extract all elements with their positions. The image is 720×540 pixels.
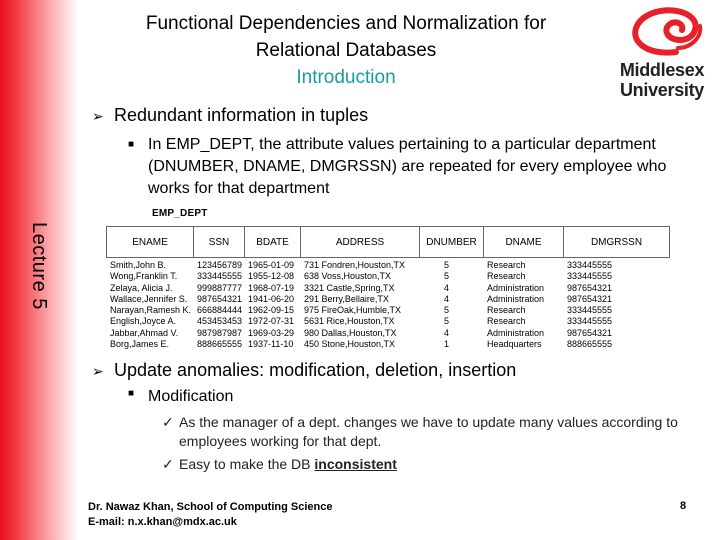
- table-cell: Zelaya, Alicia J.: [110, 282, 173, 293]
- table-cell: 1962-09-15: [248, 305, 295, 316]
- table-cell: 453453453: [197, 316, 243, 327]
- column-header: ENAME: [106, 226, 193, 258]
- lecture-label: [16, 222, 50, 322]
- footer-email: E-mail: n.x.khan@mdx.ac.uk: [88, 516, 237, 528]
- bullet-update-anomalies: [92, 360, 516, 381]
- square-bullet-icon: ■: [128, 388, 135, 399]
- inconsistent-emphasis: inconsistent: [314, 456, 397, 472]
- table-cell: Wong,Franklin T.: [110, 271, 178, 282]
- table-cell: 1955-12-08: [248, 271, 295, 282]
- check-item-prefix: Easy to make the DB: [179, 456, 315, 472]
- sub-bullet-text: In EMP_DEPT, the attribute values pertaining to a particular department (DNUMBER, DNAME, DMGRSSN) are repeated for every employee who works for that department: [148, 136, 667, 197]
- table-cell: 123456789: [197, 260, 243, 270]
- table-row: [106, 294, 670, 305]
- arrow-bullet-icon: ➢: [92, 108, 104, 124]
- column-header: BDATE: [244, 226, 300, 258]
- bullet-redundant-info: [92, 105, 368, 126]
- table-cell: Administration: [487, 282, 545, 293]
- table-row: [106, 258, 670, 271]
- check-item-text: [162, 455, 682, 474]
- table-cell: English,Joyce A.: [110, 316, 177, 327]
- column-header: SSN: [193, 226, 244, 258]
- logo-swirl-icon: [616, 4, 708, 60]
- table-cell: 450 Stone,Houston,TX: [304, 339, 396, 350]
- table-cell: 980 Dallas,Houston,TX: [304, 327, 397, 338]
- table-cell: 5: [444, 316, 450, 327]
- table-cell: Research: [487, 305, 526, 316]
- bullet-text: Update anomalies: modification, deletion, insertion: [114, 360, 517, 380]
- checkmark-icon: ✓: [162, 414, 174, 430]
- sub-bullet-text: Modification: [148, 388, 234, 405]
- table-cell: 333445555: [567, 271, 613, 282]
- table-cell: Headquarters: [487, 339, 542, 350]
- table-row: [106, 271, 670, 282]
- title-line-2: Relational Databases: [255, 40, 437, 61]
- table-cell: 5631 Rice,Houston,TX: [304, 316, 395, 327]
- table-cell: 5: [444, 305, 450, 316]
- table-cell: 888665555: [567, 339, 613, 350]
- table-cell: 291 Berry,Bellaire,TX: [304, 293, 389, 304]
- table-name: EMP_DEPT: [152, 208, 208, 219]
- table-row: [106, 305, 670, 316]
- table-cell: Borg,James E.: [110, 339, 170, 350]
- bullet-text: Redundant information in tuples: [114, 105, 369, 125]
- column-header: DNUMBER: [419, 226, 483, 258]
- footer: [88, 500, 332, 530]
- logo-text-line-1: Middlesex: [619, 60, 705, 80]
- table-cell: 333445555: [567, 316, 613, 327]
- table-cell: 987654321: [567, 282, 613, 293]
- table-cell: 3321 Castle,Spring,TX: [304, 282, 395, 293]
- table-row: [106, 339, 670, 350]
- column-header: DMGRSSN: [563, 226, 670, 258]
- table-cell: 638 Voss,Houston,TX: [304, 271, 392, 282]
- table-cell: Research: [487, 271, 526, 282]
- table-cell: 731 Fondren,Houston,TX: [304, 260, 406, 270]
- table-cell: 1968-07-19: [248, 282, 295, 293]
- logo-text-line-2: University: [619, 80, 705, 100]
- table-header-row: [106, 226, 670, 258]
- table-cell: 987654321: [197, 293, 243, 304]
- title-line-3: Introduction: [296, 67, 396, 88]
- table-cell: 1972-07-31: [248, 316, 295, 327]
- page-number: 8: [680, 500, 687, 512]
- footer-author: Dr. Nawaz Khan, School of Computing Science: [88, 501, 333, 513]
- table-cell: 1937-11-10: [248, 339, 294, 350]
- table-cell: Wallace,Jennifer S.: [110, 293, 188, 304]
- table-cell: 4: [444, 293, 450, 304]
- university-logo: [612, 4, 712, 100]
- table-cell: Jabbar,Ahmad V.: [110, 327, 179, 338]
- table-row: [106, 316, 670, 327]
- table-cell: 5: [444, 271, 450, 282]
- check-item-manager-change: [162, 413, 682, 451]
- column-header: ADDRESS: [300, 226, 419, 258]
- arrow-bullet-icon: ➢: [92, 363, 104, 379]
- slide-title: [92, 10, 600, 91]
- checkmark-icon: ✓: [162, 456, 174, 472]
- table-cell: Administration: [487, 327, 545, 338]
- table-cell: 333445555: [567, 305, 613, 316]
- table-row: [106, 283, 670, 294]
- check-item-text: As the manager of a dept. changes we have to update many values according to employees working for that dept.: [179, 414, 678, 449]
- table-cell: 666884444: [197, 305, 243, 316]
- table-cell: 1941-06-20: [248, 293, 295, 304]
- table-cell: 333445555: [197, 271, 243, 282]
- table-cell: Narayan,Ramesh K.: [110, 305, 192, 316]
- table-row: [106, 328, 670, 339]
- sub-bullet-emp-dept: [128, 134, 688, 200]
- table-cell: 5: [444, 260, 450, 270]
- table-cell: 987654321: [567, 327, 613, 338]
- table-cell: 987987987: [197, 327, 243, 338]
- table-cell: Research: [487, 316, 526, 327]
- table-cell: 1: [444, 339, 450, 350]
- table-cell: 333445555: [567, 260, 613, 270]
- table-cell: 999887777: [197, 282, 243, 293]
- table-cell: 4: [444, 282, 450, 293]
- sub-bullet-modification: [128, 388, 233, 406]
- table-cell: Smith,John B.: [110, 260, 167, 270]
- square-bullet-icon: ■: [128, 139, 135, 150]
- table-cell: 1965-01-09: [248, 260, 295, 270]
- lecture-label-text: Lecture 5: [28, 222, 50, 310]
- column-header: DNAME: [483, 226, 563, 258]
- table-cell: 888665555: [197, 339, 243, 350]
- table-cell: 987654321: [567, 293, 613, 304]
- title-line-1: Functional Dependencies and Normalization for: [145, 13, 547, 34]
- table-cell: 4: [444, 327, 450, 338]
- check-item-inconsistent: [162, 455, 682, 474]
- table-cell: 975 FireOak,Humble,TX: [304, 305, 402, 316]
- table-cell: Administration: [487, 293, 545, 304]
- table-cell: Research: [487, 260, 526, 270]
- table-cell: 1969-03-29: [248, 327, 295, 338]
- emp-dept-table: [106, 226, 670, 350]
